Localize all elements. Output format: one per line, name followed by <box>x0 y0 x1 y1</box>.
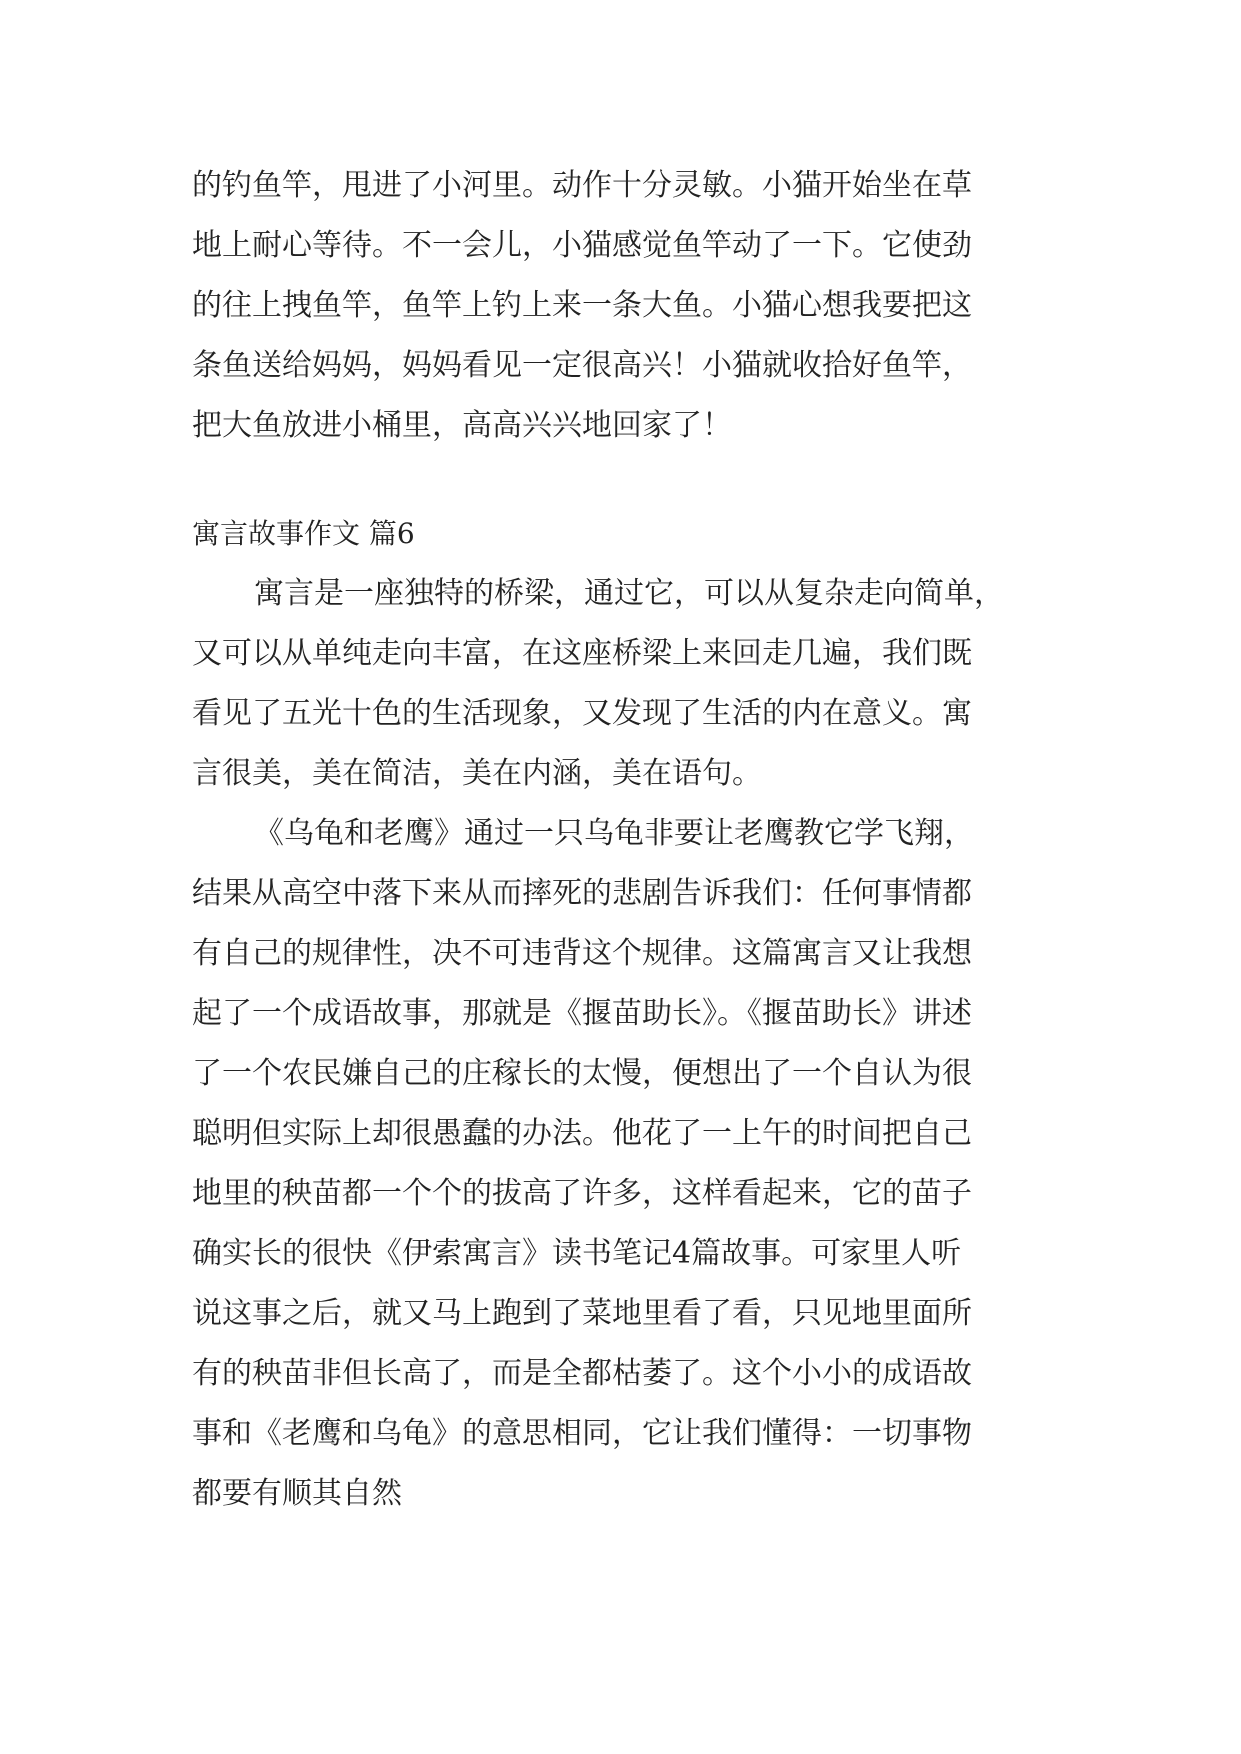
text-line: 有自己的规律性，决不可违背这个规律。这篇寓言又让我想 <box>192 936 972 971</box>
text-line: 起了一个成语故事，那就是《揠苗助长》。《揠苗助长》讲述 <box>192 996 972 1031</box>
text-line: 了一个农民嫌自己的庄稼长的太慢，便想出了一个自认为很 <box>192 1056 972 1091</box>
text-line: 条鱼送给妈妈，妈妈看见一定很高兴！小猫就收拾好鱼竿， <box>192 348 972 383</box>
text-line: 事和《老鹰和乌龟》的意思相同，它让我们懂得：一切事物 <box>192 1416 972 1451</box>
paragraph-first-line: 《乌龟和老鹰》通过一只乌龟非要让老鹰教它学飞翔， <box>254 816 974 851</box>
text-line: 的往上拽鱼竿，鱼竿上钓上来一条大鱼。小猫心想我要把这 <box>192 288 972 323</box>
text-line: 结果从高空中落下来从而摔死的悲剧告诉我们：任何事情都 <box>192 876 972 911</box>
text-line: 聪明但实际上却很愚蠢的办法。他花了一上午的时间把自己 <box>192 1116 972 1151</box>
text-line: 地里的秧苗都一个个的拔高了许多，这样看起来，它的苗子 <box>192 1176 972 1211</box>
text-line: 言很美，美在简洁，美在内涵，美在语句。 <box>192 756 762 791</box>
section-heading: 寓言故事作文 篇6 <box>192 517 415 550</box>
text-line: 说这事之后，就又马上跑到了菜地里看了看，只见地里面所 <box>192 1296 972 1331</box>
text-line: 又可以从单纯走向丰富，在这座桥梁上来回走几遍，我们既 <box>192 636 972 671</box>
text-line: 有的秧苗非但长高了，而是全都枯萎了。这个小小的成语故 <box>192 1356 972 1391</box>
text-line: 确实长的很快《伊索寓言》读书笔记4篇故事。可家里人听 <box>192 1236 962 1271</box>
text-line: 的钓鱼竿，甩进了小河里。动作十分灵敏。小猫开始坐在草 <box>192 168 972 203</box>
text-line: 地上耐心等待。不一会儿，小猫感觉鱼竿动了一下。它使劲 <box>192 228 972 263</box>
text-line: 看见了五光十色的生活现象，又发现了生活的内在意义。寓 <box>192 696 972 731</box>
text-line: 把大鱼放进小桶里，高高兴兴地回家了！ <box>192 408 732 443</box>
paragraph-first-line: 寓言是一座独特的桥梁，通过它，可以从复杂走向简单， <box>254 576 1004 611</box>
text-line: 都要有顺其自然 <box>192 1476 402 1511</box>
